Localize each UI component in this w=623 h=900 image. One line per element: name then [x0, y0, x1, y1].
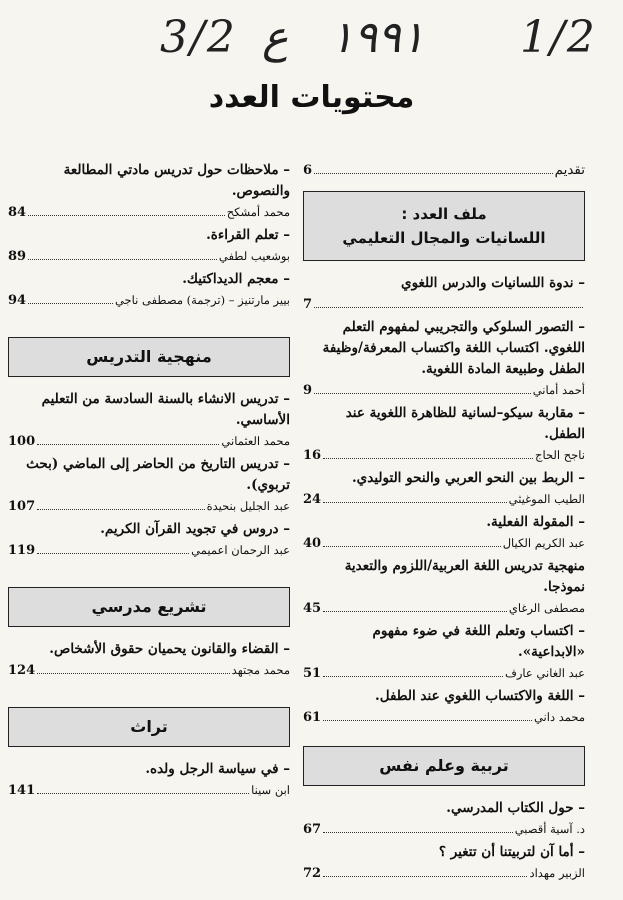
entry-meta — [303, 380, 585, 401]
toc-entry[interactable] — [303, 273, 585, 315]
dot-leader — [37, 553, 189, 554]
top-entries — [8, 160, 290, 311]
entry-title: – ملاحظات حول تدريس مادتي المطالعة والنصوص. — [8, 160, 290, 202]
entry-title: – الربط بين النحو العربي والنحو التوليدي. — [303, 468, 585, 489]
entry-meta — [8, 496, 290, 517]
heritage-entries — [8, 759, 290, 801]
entry-meta — [8, 660, 290, 681]
section-subheading: اللسانيات والمجال التعليمي — [342, 229, 546, 247]
entry-meta — [303, 707, 585, 728]
entry-author: د. آسية أقصبي — [514, 822, 585, 836]
toc-entry[interactable] — [8, 639, 290, 681]
entry-author: عبد الكريم الكيال — [502, 536, 585, 550]
entry-page: 61 — [303, 710, 322, 725]
dot-leader — [323, 832, 513, 833]
page-title: محتويات العدد — [208, 80, 415, 115]
toc-entry[interactable] — [303, 512, 585, 554]
toc-entry[interactable] — [303, 621, 585, 684]
entry-title: – حول الكتاب المدرسي. — [303, 798, 585, 819]
entry-title: – اكتساب وتعلم اللغة في ضوء مفهوم «الابداعية». — [303, 621, 585, 663]
entry-author: محمد العثماني — [221, 434, 290, 448]
entry-title: – القضاء والقانون يحميان حقوق الأشخاص. — [8, 639, 290, 660]
entry-meta — [303, 533, 585, 554]
entry-page: 16 — [303, 448, 322, 463]
section-heading: ملف العدد : — [401, 205, 487, 223]
entry-author: محمد داني — [533, 710, 585, 724]
entry-author: الطيب الموغيثي — [508, 492, 585, 506]
dot-leader — [323, 676, 503, 677]
entry-author: بيير مارتنيز – (ترجمة) مصطفى ناجي — [114, 293, 290, 307]
entry-author: محمد مجتهد — [231, 663, 290, 677]
toc-entry[interactable] — [303, 556, 585, 619]
entry-title: – اللغة والاكتساب اللغوي عند الطفل. — [303, 686, 585, 707]
dot-leader — [37, 444, 219, 445]
entry-page: 45 — [303, 601, 322, 616]
toc-entry[interactable] — [303, 403, 585, 466]
dot-leader — [37, 793, 249, 794]
entry-page: 51 — [303, 666, 322, 681]
section-header-education: تربية وعلم نفس — [303, 746, 585, 786]
entry-page: 119 — [8, 543, 36, 558]
toc-right-column — [303, 160, 585, 886]
toc-entry[interactable] — [8, 454, 290, 517]
entry-author: بوشعيب لطفي — [218, 249, 290, 263]
entry-title: – في سياسة الرجل ولده. — [8, 759, 290, 780]
entry-page: 9 — [303, 383, 313, 398]
dot-leader — [37, 673, 230, 674]
entry-title: – دروس في تجويد القرآن الكريم. — [8, 519, 290, 540]
entry-title: – ندوة اللسانيات والدرس اللغوي — [303, 273, 585, 294]
entry-page: 72 — [303, 866, 322, 881]
entry-meta — [303, 819, 585, 840]
entry-page: 84 — [8, 205, 27, 220]
entry-meta — [303, 294, 585, 315]
dot-leader — [314, 393, 531, 394]
toc-entry[interactable] — [8, 759, 290, 801]
section-header-methodology: منهجية التدريس — [8, 337, 290, 377]
entry-page: 7 — [303, 297, 313, 312]
entry-page: 24 — [303, 492, 322, 507]
entry-author: محمد أمشكح — [226, 205, 290, 219]
entry-title: – تدريس التاريخ من الحاضر إلى الماضي (بحث تربوي). — [8, 454, 290, 496]
legislation-entries — [8, 639, 290, 681]
toc-entry-intro[interactable] — [303, 160, 585, 181]
entry-author: عبد الرحمان اعميمي — [191, 543, 290, 557]
section-header-legislation: تشريع مدرسي — [8, 587, 290, 627]
section-header-dossier — [303, 191, 585, 261]
dot-leader — [28, 215, 225, 216]
entry-page: 6 — [303, 163, 313, 178]
entry-page: 94 — [8, 293, 27, 308]
dossier-entries — [303, 273, 585, 728]
methodology-entries — [8, 389, 290, 561]
entry-title: تقديم — [554, 162, 585, 178]
dot-leader — [37, 509, 204, 510]
toc-entry[interactable] — [303, 798, 585, 840]
toc-entry[interactable] — [8, 269, 290, 311]
entry-page: 141 — [8, 783, 36, 798]
dot-leader — [28, 259, 217, 260]
entry-meta — [303, 445, 585, 466]
dot-leader — [323, 458, 533, 459]
entry-meta — [8, 290, 290, 311]
handwriting-left: 3/2 — [160, 12, 237, 63]
toc-entry[interactable] — [303, 842, 585, 884]
toc-entry[interactable] — [8, 519, 290, 561]
entry-page: 89 — [8, 249, 27, 264]
section-header-heritage: تراث — [8, 707, 290, 747]
handwriting-center: ع — [262, 12, 289, 63]
entry-page: 67 — [303, 822, 322, 837]
entry-author: مصطفى الرغاي — [508, 601, 585, 615]
entry-author: الزبير مهداد — [529, 866, 585, 880]
handwriting-year: ١٩٩١ — [330, 12, 425, 63]
entry-page: 100 — [8, 434, 36, 449]
handwriting-right: 1/2 — [520, 12, 597, 63]
entry-meta — [8, 431, 290, 452]
toc-entry[interactable] — [8, 160, 290, 223]
dot-leader — [314, 307, 583, 308]
entry-meta — [8, 246, 290, 267]
entry-title: – تدريس الانشاء بالسنة السادسة من التعليم الأساسي. — [8, 389, 290, 431]
entry-title: – تعلم القراءة. — [8, 225, 290, 246]
entry-title: منهجية تدريس اللغة العربية/اللزوم والتعدية نموذجا. — [344, 558, 585, 595]
dot-leader — [323, 546, 501, 547]
toc-entry[interactable] — [303, 468, 585, 510]
toc-entry[interactable] — [303, 686, 585, 728]
toc-left-column — [8, 160, 290, 803]
entry-page: 124 — [8, 663, 36, 678]
entry-meta — [303, 663, 585, 684]
entry-meta — [303, 598, 585, 619]
dot-leader — [314, 173, 553, 174]
dot-leader — [28, 303, 113, 304]
dot-leader — [323, 720, 532, 721]
entry-meta — [8, 540, 290, 561]
entry-author: عبد الغاني عارف — [504, 666, 585, 680]
toc-entry[interactable] — [303, 317, 585, 401]
entry-author: أحمد أماني — [532, 383, 585, 397]
education-entries — [303, 798, 585, 884]
entry-author: عبد الجليل بنحيدة — [206, 499, 290, 513]
entry-title: – مقاربة سيكو–لسانية للظاهرة اللغوية عند الطفل. — [303, 403, 585, 445]
entry-title: – معجم الديداكتيك. — [8, 269, 290, 290]
dot-leader — [323, 876, 527, 877]
dot-leader — [323, 611, 507, 612]
entry-title: – أما آن لتربيتنا أن تتغير ؟ — [303, 842, 585, 863]
entry-author: ابن سينا — [251, 783, 290, 797]
entry-page: 40 — [303, 536, 322, 551]
toc-entry[interactable] — [8, 389, 290, 452]
entry-title: – المقولة الفعلية. — [303, 512, 585, 533]
entry-title: – التصور السلوكي والتجريبي لمفهوم التعلم اللغوي. اكتساب اللغة واكتساب المعرفة/وظيفة الطفل وطبيعة المادة اللغوية. — [303, 317, 585, 380]
entry-meta — [303, 863, 585, 884]
dot-leader — [323, 502, 507, 503]
entry-page: 107 — [8, 499, 36, 514]
entry-meta — [303, 489, 585, 510]
entry-author: ناجح الحاج — [535, 448, 585, 462]
toc-entry[interactable] — [8, 225, 290, 267]
entry-meta — [8, 780, 290, 801]
entry-meta — [8, 202, 290, 223]
